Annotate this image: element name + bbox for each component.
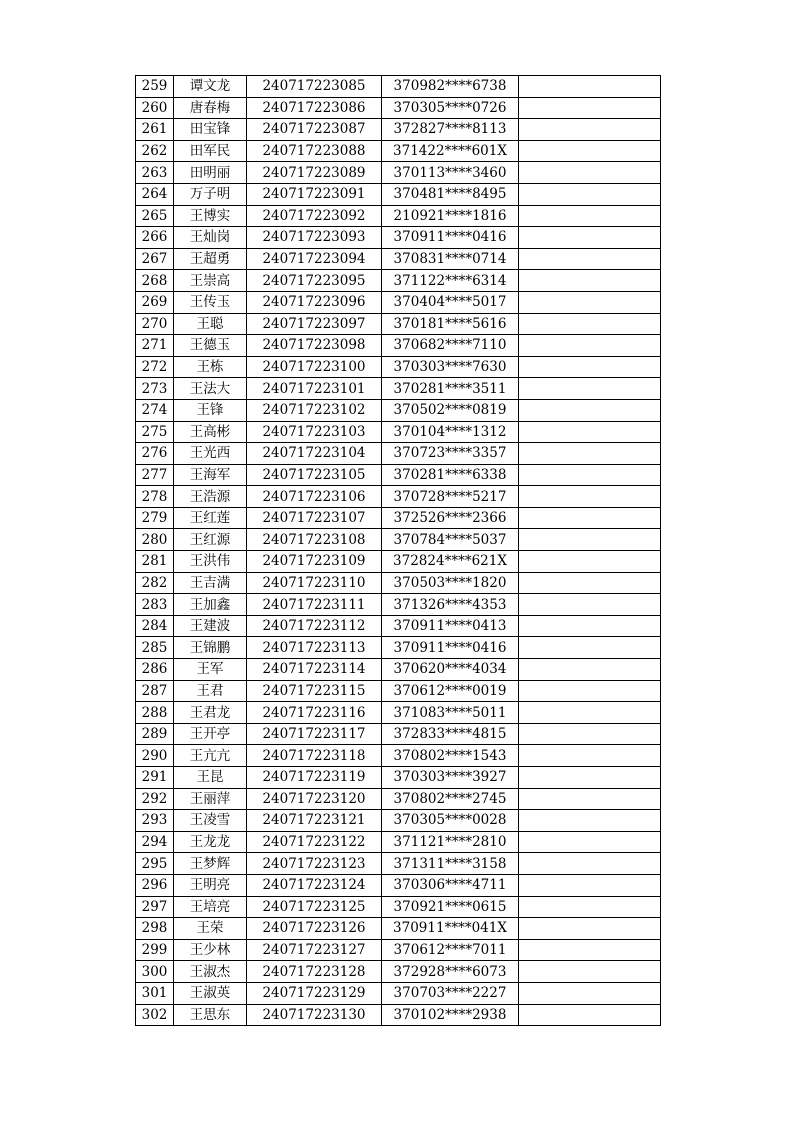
ticket-number-cell: 240717223108 <box>247 529 382 551</box>
ticket-number-cell: 240717223128 <box>247 961 382 983</box>
table-row <box>136 1004 661 1026</box>
name-cell: 田军民 <box>174 140 247 162</box>
ticket-number-cell: 240717223113 <box>247 637 382 659</box>
name-cell: 王吉满 <box>174 572 247 594</box>
row-number-cell: 296 <box>136 874 174 896</box>
id-number-cell: 370303****7630 <box>382 356 519 378</box>
note-cell <box>519 939 661 961</box>
note-cell <box>519 810 661 832</box>
name-cell: 王少林 <box>174 939 247 961</box>
ticket-number-cell: 240717223103 <box>247 421 382 443</box>
table-row <box>136 270 661 292</box>
table-row <box>136 248 661 270</box>
id-number-cell: 370404****5017 <box>382 291 519 313</box>
ticket-number-cell: 240717223127 <box>247 939 382 961</box>
ticket-number-cell: 240717223091 <box>247 183 382 205</box>
table-row <box>136 831 661 853</box>
id-number-cell: 370921****0615 <box>382 896 519 918</box>
table-row <box>136 918 661 940</box>
note-cell <box>519 831 661 853</box>
row-number-cell: 295 <box>136 853 174 875</box>
name-cell: 王红源 <box>174 529 247 551</box>
name-cell: 王凌雪 <box>174 810 247 832</box>
row-number-cell: 267 <box>136 248 174 270</box>
ticket-number-cell: 240717223097 <box>247 313 382 335</box>
id-number-cell: 370281****3511 <box>382 378 519 400</box>
row-number-cell: 275 <box>136 421 174 443</box>
table-row <box>136 140 661 162</box>
id-number-cell: 371122****6314 <box>382 270 519 292</box>
row-number-cell: 294 <box>136 831 174 853</box>
table-row <box>136 572 661 594</box>
table-row <box>136 982 661 1004</box>
row-number-cell: 273 <box>136 378 174 400</box>
note-cell <box>519 767 661 789</box>
row-number-cell: 272 <box>136 356 174 378</box>
name-cell: 田明丽 <box>174 162 247 184</box>
ticket-number-cell: 240717223118 <box>247 745 382 767</box>
table-row <box>136 162 661 184</box>
row-number-cell: 278 <box>136 486 174 508</box>
name-cell: 王明亮 <box>174 874 247 896</box>
roster-table <box>135 75 661 1026</box>
row-number-cell: 292 <box>136 788 174 810</box>
id-number-cell: 371422****601X <box>382 140 519 162</box>
note-cell <box>519 421 661 443</box>
table-row <box>136 486 661 508</box>
note-cell <box>519 594 661 616</box>
row-number-cell: 300 <box>136 961 174 983</box>
name-cell: 王荣 <box>174 918 247 940</box>
name-cell: 王建波 <box>174 615 247 637</box>
table-row <box>136 399 661 421</box>
ticket-number-cell: 240717223117 <box>247 723 382 745</box>
table-row <box>136 788 661 810</box>
table-row <box>136 421 661 443</box>
ticket-number-cell: 240717223119 <box>247 767 382 789</box>
id-number-cell: 370503****1820 <box>382 572 519 594</box>
ticket-number-cell: 240717223125 <box>247 896 382 918</box>
ticket-number-cell: 240717223129 <box>247 982 382 1004</box>
id-number-cell: 370481****8495 <box>382 183 519 205</box>
name-cell: 王海军 <box>174 464 247 486</box>
ticket-number-cell: 240717223088 <box>247 140 382 162</box>
name-cell: 王昆 <box>174 767 247 789</box>
row-number-cell: 284 <box>136 615 174 637</box>
row-number-cell: 263 <box>136 162 174 184</box>
ticket-number-cell: 240717223105 <box>247 464 382 486</box>
id-number-cell: 370281****6338 <box>382 464 519 486</box>
name-cell: 王锋 <box>174 399 247 421</box>
ticket-number-cell: 240717223122 <box>247 831 382 853</box>
table-row <box>136 723 661 745</box>
row-number-cell: 289 <box>136 723 174 745</box>
row-number-cell: 268 <box>136 270 174 292</box>
table-row <box>136 356 661 378</box>
row-number-cell: 259 <box>136 76 174 98</box>
row-number-cell: 266 <box>136 227 174 249</box>
name-cell: 王君 <box>174 680 247 702</box>
name-cell: 王培亮 <box>174 896 247 918</box>
id-number-cell: 370612****0019 <box>382 680 519 702</box>
table-row <box>136 227 661 249</box>
note-cell <box>519 486 661 508</box>
note-cell <box>519 723 661 745</box>
ticket-number-cell: 240717223085 <box>247 76 382 98</box>
id-number-cell: 372827****8113 <box>382 119 519 141</box>
row-number-cell: 279 <box>136 507 174 529</box>
ticket-number-cell: 240717223114 <box>247 659 382 681</box>
id-number-cell: 370305****0726 <box>382 97 519 119</box>
id-number-cell: 370502****0819 <box>382 399 519 421</box>
id-number-cell: 370612****7011 <box>382 939 519 961</box>
id-number-cell: 370306****4711 <box>382 874 519 896</box>
row-number-cell: 293 <box>136 810 174 832</box>
note-cell <box>519 874 661 896</box>
name-cell: 王亢亢 <box>174 745 247 767</box>
ticket-number-cell: 240717223130 <box>247 1004 382 1026</box>
note-cell <box>519 529 661 551</box>
ticket-number-cell: 240717223116 <box>247 702 382 724</box>
id-number-cell: 370723****3357 <box>382 443 519 465</box>
row-number-cell: 299 <box>136 939 174 961</box>
table-row <box>136 680 661 702</box>
row-number-cell: 281 <box>136 551 174 573</box>
id-number-cell: 372928****6073 <box>382 961 519 983</box>
id-number-cell: 370728****5217 <box>382 486 519 508</box>
name-cell: 王博实 <box>174 205 247 227</box>
note-cell <box>519 637 661 659</box>
row-number-cell: 264 <box>136 183 174 205</box>
ticket-number-cell: 240717223106 <box>247 486 382 508</box>
table-row <box>136 896 661 918</box>
ticket-number-cell: 240717223107 <box>247 507 382 529</box>
row-number-cell: 269 <box>136 291 174 313</box>
table-row <box>136 551 661 573</box>
row-number-cell: 261 <box>136 119 174 141</box>
ticket-number-cell: 240717223095 <box>247 270 382 292</box>
ticket-number-cell: 240717223094 <box>247 248 382 270</box>
id-number-cell: 370911****0416 <box>382 227 519 249</box>
id-number-cell: 371121****2810 <box>382 831 519 853</box>
note-cell <box>519 961 661 983</box>
table-row <box>136 507 661 529</box>
ticket-number-cell: 240717223101 <box>247 378 382 400</box>
id-number-cell: 370911****041X <box>382 918 519 940</box>
row-number-cell: 286 <box>136 659 174 681</box>
note-cell <box>519 399 661 421</box>
table-row <box>136 291 661 313</box>
name-cell: 王锦鹏 <box>174 637 247 659</box>
id-number-cell: 370703****2227 <box>382 982 519 1004</box>
name-cell: 王思东 <box>174 1004 247 1026</box>
table-row <box>136 313 661 335</box>
name-cell: 唐春梅 <box>174 97 247 119</box>
name-cell: 万子明 <box>174 183 247 205</box>
note-cell <box>519 313 661 335</box>
note-cell <box>519 659 661 681</box>
id-number-cell: 370831****0714 <box>382 248 519 270</box>
ticket-number-cell: 240717223087 <box>247 119 382 141</box>
table-row <box>136 594 661 616</box>
row-number-cell: 283 <box>136 594 174 616</box>
name-cell: 王德玉 <box>174 335 247 357</box>
note-cell <box>519 1004 661 1026</box>
name-cell: 王高彬 <box>174 421 247 443</box>
id-number-cell: 372824****621X <box>382 551 519 573</box>
name-cell: 王红莲 <box>174 507 247 529</box>
note-cell <box>519 356 661 378</box>
row-number-cell: 265 <box>136 205 174 227</box>
ticket-number-cell: 240717223086 <box>247 97 382 119</box>
id-number-cell: 370802****2745 <box>382 788 519 810</box>
ticket-number-cell: 240717223121 <box>247 810 382 832</box>
table-row <box>136 464 661 486</box>
id-number-cell: 370911****0416 <box>382 637 519 659</box>
ticket-number-cell: 240717223098 <box>247 335 382 357</box>
note-cell <box>519 680 661 702</box>
row-number-cell: 285 <box>136 637 174 659</box>
ticket-number-cell: 240717223120 <box>247 788 382 810</box>
note-cell <box>519 443 661 465</box>
note-cell <box>519 615 661 637</box>
note-cell <box>519 97 661 119</box>
ticket-number-cell: 240717223104 <box>247 443 382 465</box>
note-cell <box>519 119 661 141</box>
table-row <box>136 659 661 681</box>
ticket-number-cell: 240717223112 <box>247 615 382 637</box>
note-cell <box>519 205 661 227</box>
row-number-cell: 282 <box>136 572 174 594</box>
id-number-cell: 370305****0028 <box>382 810 519 832</box>
row-number-cell: 276 <box>136 443 174 465</box>
id-number-cell: 210921****1816 <box>382 205 519 227</box>
table-row <box>136 529 661 551</box>
ticket-number-cell: 240717223089 <box>247 162 382 184</box>
name-cell: 王灿岗 <box>174 227 247 249</box>
note-cell <box>519 853 661 875</box>
name-cell: 王洪伟 <box>174 551 247 573</box>
name-cell: 王浩源 <box>174 486 247 508</box>
name-cell: 王超勇 <box>174 248 247 270</box>
ticket-number-cell: 240717223115 <box>247 680 382 702</box>
row-number-cell: 262 <box>136 140 174 162</box>
name-cell: 王法大 <box>174 378 247 400</box>
id-number-cell: 371311****3158 <box>382 853 519 875</box>
note-cell <box>519 76 661 98</box>
table-row <box>136 961 661 983</box>
table-row <box>136 702 661 724</box>
note-cell <box>519 140 661 162</box>
id-number-cell: 371326****4353 <box>382 594 519 616</box>
note-cell <box>519 745 661 767</box>
id-number-cell: 370181****5616 <box>382 313 519 335</box>
roster-body <box>136 76 661 1026</box>
name-cell: 王淑英 <box>174 982 247 1004</box>
name-cell: 王光西 <box>174 443 247 465</box>
ticket-number-cell: 240717223102 <box>247 399 382 421</box>
row-number-cell: 290 <box>136 745 174 767</box>
name-cell: 王龙龙 <box>174 831 247 853</box>
name-cell: 王加鑫 <box>174 594 247 616</box>
name-cell: 谭文龙 <box>174 76 247 98</box>
ticket-number-cell: 240717223126 <box>247 918 382 940</box>
note-cell <box>519 183 661 205</box>
table-row <box>136 205 661 227</box>
name-cell: 王军 <box>174 659 247 681</box>
id-number-cell: 370113****3460 <box>382 162 519 184</box>
table-row <box>136 76 661 98</box>
table-row <box>136 637 661 659</box>
ticket-number-cell: 240717223110 <box>247 572 382 594</box>
note-cell <box>519 788 661 810</box>
table-row <box>136 745 661 767</box>
note-cell <box>519 378 661 400</box>
id-number-cell: 370682****7110 <box>382 335 519 357</box>
table-row <box>136 810 661 832</box>
row-number-cell: 287 <box>136 680 174 702</box>
name-cell: 王栋 <box>174 356 247 378</box>
table-row <box>136 335 661 357</box>
id-number-cell: 370303****3927 <box>382 767 519 789</box>
id-number-cell: 370104****1312 <box>382 421 519 443</box>
table-row <box>136 853 661 875</box>
note-cell <box>519 464 661 486</box>
name-cell: 王淑杰 <box>174 961 247 983</box>
note-cell <box>519 291 661 313</box>
ticket-number-cell: 240717223093 <box>247 227 382 249</box>
id-number-cell: 370784****5037 <box>382 529 519 551</box>
note-cell <box>519 227 661 249</box>
table-row <box>136 183 661 205</box>
name-cell: 王君龙 <box>174 702 247 724</box>
name-cell: 王聪 <box>174 313 247 335</box>
ticket-number-cell: 240717223100 <box>247 356 382 378</box>
table-row <box>136 443 661 465</box>
name-cell: 王开亭 <box>174 723 247 745</box>
note-cell <box>519 572 661 594</box>
row-number-cell: 297 <box>136 896 174 918</box>
row-number-cell: 291 <box>136 767 174 789</box>
table-row <box>136 874 661 896</box>
row-number-cell: 271 <box>136 335 174 357</box>
table-row <box>136 97 661 119</box>
id-number-cell: 370911****0413 <box>382 615 519 637</box>
name-cell: 田宝锋 <box>174 119 247 141</box>
id-number-cell: 370620****4034 <box>382 659 519 681</box>
row-number-cell: 301 <box>136 982 174 1004</box>
note-cell <box>519 918 661 940</box>
row-number-cell: 280 <box>136 529 174 551</box>
name-cell: 王梦辉 <box>174 853 247 875</box>
id-number-cell: 370102****2938 <box>382 1004 519 1026</box>
table-row <box>136 767 661 789</box>
id-number-cell: 371083****5011 <box>382 702 519 724</box>
name-cell: 王传玉 <box>174 291 247 313</box>
row-number-cell: 302 <box>136 1004 174 1026</box>
row-number-cell: 277 <box>136 464 174 486</box>
table-row <box>136 119 661 141</box>
ticket-number-cell: 240717223109 <box>247 551 382 573</box>
note-cell <box>519 982 661 1004</box>
row-number-cell: 260 <box>136 97 174 119</box>
row-number-cell: 298 <box>136 918 174 940</box>
note-cell <box>519 551 661 573</box>
note-cell <box>519 248 661 270</box>
table-row <box>136 939 661 961</box>
ticket-number-cell: 240717223096 <box>247 291 382 313</box>
name-cell: 王丽萍 <box>174 788 247 810</box>
ticket-number-cell: 240717223123 <box>247 853 382 875</box>
id-number-cell: 370802****1543 <box>382 745 519 767</box>
name-cell: 王崇高 <box>174 270 247 292</box>
table-row <box>136 615 661 637</box>
id-number-cell: 372526****2366 <box>382 507 519 529</box>
row-number-cell: 274 <box>136 399 174 421</box>
ticket-number-cell: 240717223111 <box>247 594 382 616</box>
table-row <box>136 378 661 400</box>
note-cell <box>519 270 661 292</box>
id-number-cell: 370982****6738 <box>382 76 519 98</box>
row-number-cell: 270 <box>136 313 174 335</box>
note-cell <box>519 507 661 529</box>
row-number-cell: 288 <box>136 702 174 724</box>
note-cell <box>519 702 661 724</box>
ticket-number-cell: 240717223124 <box>247 874 382 896</box>
id-number-cell: 372833****4815 <box>382 723 519 745</box>
ticket-number-cell: 240717223092 <box>247 205 382 227</box>
note-cell <box>519 896 661 918</box>
note-cell <box>519 335 661 357</box>
note-cell <box>519 162 661 184</box>
